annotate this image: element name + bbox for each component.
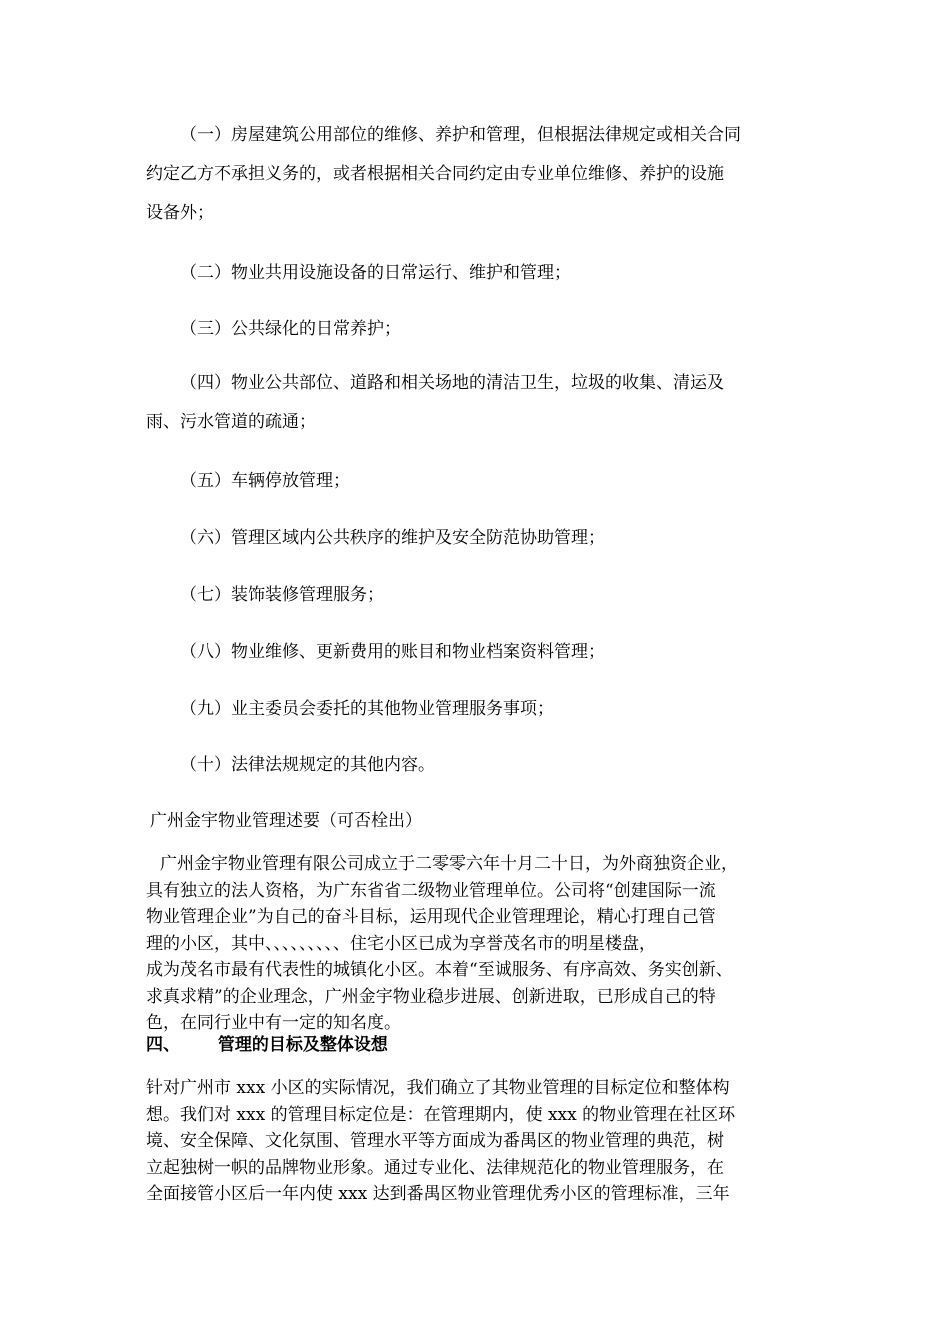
item-1-line-3: 设备外； bbox=[146, 203, 214, 223]
section-4-number: 四、 bbox=[146, 1035, 180, 1055]
summary-paragraph bbox=[146, 851, 818, 1037]
section-4-title: 管理的目标及整体设想 bbox=[217, 1035, 388, 1055]
section-4-line-2: 想。我们对 xxx 的管理目标定位是：在管理期内，使 xxx 的物业管理在社区环 bbox=[146, 1104, 736, 1125]
summary-line-3: 物业管理企业”为自己的奋斗目标，运用现代企业管理理论，精心打理自己管 bbox=[146, 907, 716, 927]
section-4-line-5: 全面接管小区后一年内使 xxx 达到番禺区物业管理优秀小区的管理标准，三年 bbox=[146, 1184, 730, 1204]
summary-line-5: 成为茂名市最有代表性的城镇化小区。本着“至诚服务、有序高效、务实创新、 bbox=[146, 960, 733, 980]
item-4-line-1: （四）物业公共部位、道路和相关场地的清洁卫生，垃圾的收集、清运及 bbox=[180, 373, 724, 393]
summary-line-7: 色，在同行业中有一定的知名度。 bbox=[146, 1013, 401, 1033]
summary-title: 广州金宇物业管理述要（可否栓出） bbox=[150, 811, 422, 831]
item-1-line-1: （一）房屋建筑公用部位的维修、养护和管理，但根据法律规定或相关合同 bbox=[180, 125, 741, 145]
section-4-paragraph bbox=[146, 1075, 818, 1208]
item-2: （二）物业共用设施设备的日常运行、维护和管理； bbox=[180, 263, 571, 283]
item-1-paragraph bbox=[146, 116, 818, 233]
summary-line-6: 求真求精”的企业理念，广州金宇物业稳步进展、创新进取，已形成自己的特 bbox=[146, 986, 716, 1007]
item-4-line-2: 雨、污水管道的疏通； bbox=[146, 412, 316, 432]
summary-line-2: 具有独立的法人资格，为广东省省二级物业管理单位。公司将“创建国际一流 bbox=[146, 880, 716, 901]
section-4-line-1: 针对广州市 xxx 小区的实际情况，我们确立了其物业管理的目标定位和整体构 bbox=[146, 1078, 730, 1098]
item-9: （九）业主委员会委托的其他物业管理服务事项； bbox=[180, 699, 554, 719]
item-3: （三）公共绿化的日常养护； bbox=[180, 319, 401, 339]
item-6: （六）管理区域内公共秩序的维护及安全防范协助管理； bbox=[180, 528, 605, 548]
section-4-line-3: 境、安全保障、文化氛围、管理水平等方面成为番禺区的物业管理的典范，树 bbox=[146, 1131, 724, 1151]
summary-line-4: 理的小区，其中、、、、、、、、、住宅小区已成为享誉茂名市的明星楼盘， bbox=[146, 933, 656, 954]
summary-line-1: 广州金宇物业管理有限公司成立于二零零六年十月二十日，为外商独资企业， bbox=[160, 854, 738, 874]
item-1-line-2: 约定乙方不承担义务的，或者根据相关合同约定由专业单位维修、养护的设施 bbox=[146, 164, 724, 184]
item-4-paragraph bbox=[146, 364, 818, 442]
section-4-line-4: 立起独树一帜的品牌物业形象。通过专业化、法律规范化的物业管理服务，在 bbox=[146, 1157, 724, 1178]
item-8: （八）物业维修、更新费用的账目和物业档案资料管理； bbox=[180, 642, 605, 662]
item-7: （七）装饰装修管理服务； bbox=[180, 585, 384, 605]
item-5: （五）车辆停放管理； bbox=[180, 471, 350, 491]
section-4-heading bbox=[146, 1030, 818, 1055]
item-10: （十）法律法规规定的其他内容。 bbox=[180, 755, 435, 775]
